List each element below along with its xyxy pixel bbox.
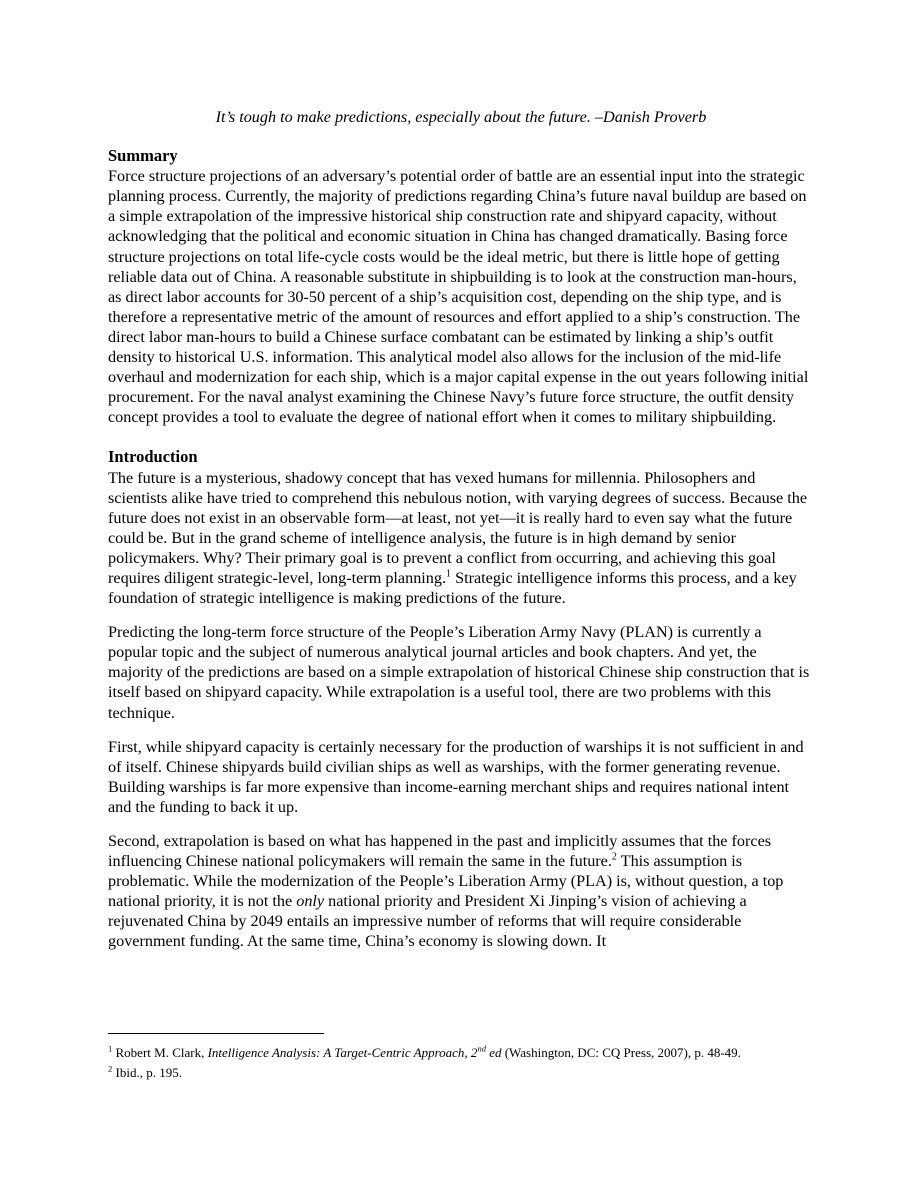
introduction-section: [108, 447, 814, 951]
footnote-number-1: 1: [108, 1043, 113, 1054]
summary-paragraph: Force structure projections of an adversary’s potential order of battle are an essential input into the strategic planning process. Currently, the majority of predictions regarding China’s future naval buildup are based on a simple extrapolation of the impressive historical ship construction rate and shipyard capacity, without acknowledging that the political and economic situation in China has changed dramatically. Basing force structure projections on total life-cycle costs would be the ideal metric, but there is little hope of getting reliable data out of China. A reasonable substitute in shipbuilding is to look at the construction man-hours, as direct labor accounts for 30-50 percent of a ship’s acquisition cost, depending on the ship type, and is therefore a representative metric of the amount of resources and effort applied to a ship’s construction. The direct labor man-hours to build a Chinese surface combatant can be estimated by linking a ship’s outfit density to historical U.S. information. This analytical model also allows for the inclusion of the mid-life overhaul and modernization for each ship, which is a major capital expense in the out years following initial procurement. For the naval analyst examining the Chinese Navy’s future force structure, the outfit density concept provides a tool to evaluate the degree of national effort when it comes to military shipbuilding.: [108, 167, 809, 427]
introduction-paragraph-3: First, while shipyard capacity is certainly necessary for the production of warships it is not sufficient in and of itself. Chinese shipyards build civilian ships as well as warships, with the former generating revenue. Building warships is far more expensive than income-earning merchant ships and requires national intent and the funding to back it up.: [108, 737, 804, 816]
introduction-paragraph-4: Second, extrapolation is based on what has happened in the past and implicitly assumes that the forces influencing Chinese national policymakers will remain the same in the future.$^2$ This assumption is problematic. While the modernization of the People’s Liberation Army (PLA) is, without question, a top national priority, it is not the only national priority and President Xi Jinping’s vision of achieving a rejuvenated China by 2049 entails an impressive number of reforms that will require considerable government funding. At the same time, China’s economy is slowing down. It: [108, 832, 784, 951]
introduction-paragraph-2: Predicting the long-term force structure of the People’s Liberation Army Navy (PLAN) is currently a popular topic and the subject of numerous analytical journal articles and book chapters. And yet, the majority of the predictions are based on a simple extrapolation of historical Chinese ship construction that is itself based on shipyard capacity. While extrapolation is a useful tool, there are two problems with this technique.: [108, 623, 810, 722]
footnote-1: $^1$ Robert M. Clark, Intelligence Analysis: A Target-Centric Approach, 2nd ed (Washington, DC: CQ Press, 2007), p. 48-49.: [108, 1043, 741, 1060]
introduction-paragraph-1: The future is a mysterious, shadowy concept that has vexed humans for millennia. Philosophers and scientists alike have tried to comprehend this nebulous notion, with varying degrees of success. Because the future does not exist in an observable form—at least, not yet—it is really hard to even say what the future could be. But in the grand scheme of intelligence analysis, the future is in high demand by senior policymakers. Why? Their primary goal is to prevent a conflict from occurring, and achieving this goal requires diligent strategic-level, long-term planning.$^1$ Strategic intelligence informs this process, and a key foundation of strategic intelligence is making predictions of the future.: [108, 468, 808, 608]
introduction-heading: Introduction: [108, 447, 198, 467]
footnote-ref-2[interactable]: 2: [611, 851, 617, 863]
emphasis-only: only: [296, 892, 325, 911]
footnote-1-title: Intelligence Analysis: A Target-Centric Approach, 2nd ed: [207, 1043, 502, 1060]
footnote-number-2: 2: [108, 1063, 113, 1074]
footnote-ref-1[interactable]: 1: [446, 568, 452, 580]
document-body: [108, 107, 814, 966]
footnote-separator: [108, 1033, 324, 1034]
footnote-2: $^2$ Ibid., p. 195.: [108, 1063, 182, 1080]
epigraph: It’s tough to make predictions, especially about the future. –Danish Proverb: [215, 108, 707, 126]
footnotes: [108, 1043, 828, 1083]
summary-section: [108, 146, 814, 427]
summary-heading: Summary: [108, 146, 178, 166]
